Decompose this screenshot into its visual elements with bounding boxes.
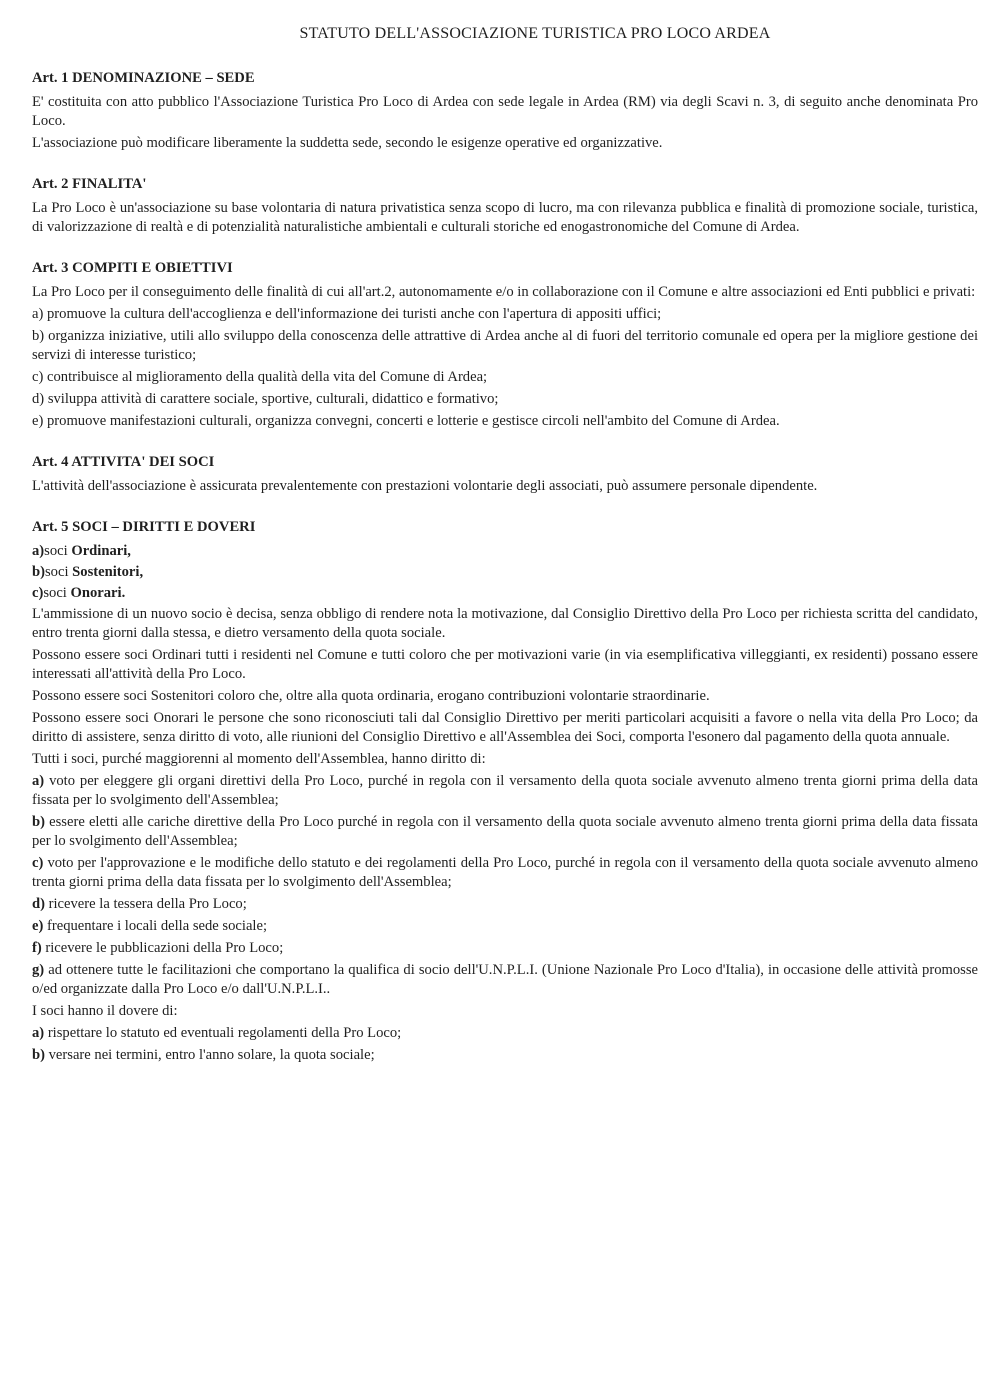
article-2	[32, 175, 978, 237]
article-5-paragraph-4: Possono essere soci Onorari le persone che sono riconosciuti tali dal Consiglio Direttivo per meriti particolari acquisiti a favore o nella vita della Pro Loco; da diritto di assistere, senza diritto di voto, alle riunioni del Consiglio Direttivo e all'Assemblea dei Soci, comporta l'esonero dal pagamento della quota annuale.	[32, 710, 978, 745]
article-2-paragraph-1: La Pro Loco è un'associazione su base volontaria di natura privatistica senza scopo di lucro, ma con rilevanza pubblica e finalità di promozione sociale, turistica, di valorizzazione di realtà e di potenzialità naturalistiche ambientali e culturali storiche ed enogastronomiche del Comune di Ardea.	[32, 200, 978, 235]
article-5-paragraph-3: Possono essere soci Sostenitori coloro che, oltre alla quota ordinaria, erogano contribuzioni volontarie straordinarie.	[32, 688, 710, 704]
article-3-item: d) sviluppa attività di carattere sociale, sportive, culturali, didattico e formativo;	[32, 391, 499, 407]
member-category: c)soci Onorari.	[32, 585, 126, 601]
article-3-item: b) organizza iniziative, utili allo sviluppo della conoscenza delle attrattive di Ardea anche al di fuori del territorio comunale ed opera per la migliore gestione dei servizi di interesse turistico;	[32, 328, 978, 363]
rights-item: d) ricevere la tessera della Pro Loco;	[32, 896, 247, 912]
article-3-item: a) promuove la cultura dell'accoglienza e dell'informazione dei turisti anche con l'apertura di appositi uffici;	[32, 306, 662, 322]
article-4-heading: Art. 4 ATTIVITA' DEI SOCI	[32, 454, 215, 470]
member-category: b)soci Sostenitori,	[32, 564, 144, 580]
duties-item: b) versare nei termini, entro l'anno solare, la quota sociale;	[32, 1047, 375, 1063]
duties-item: a) rispettare lo statuto ed eventuali regolamenti della Pro Loco;	[32, 1025, 402, 1041]
article-4	[32, 453, 978, 496]
rights-item: c) voto per l'approvazione e le modifiche dello statuto e dei regolamenti della Pro Loco, purché in regola con il versamento della quota sociale avvenuto almeno trenta giorni prima della data fissata per lo svolgimento dell'Assemblea;	[32, 855, 978, 890]
article-3-item: c) contribuisce al miglioramento della qualità della vita del Comune di Ardea;	[32, 369, 488, 385]
article-1-heading: Art. 1 DENOMINAZIONE – SEDE	[32, 70, 255, 86]
rights-item: g) ad ottenere tutte le facilitazioni che comportano la qualifica di socio dell'U.N.P.L.I. (Unione Nazionale Pro Loco d'Italia), in occasione delle attività promosse o/ed organizzate dalla Pro Loco e/o dall'U.N.P.L.I..	[32, 962, 978, 997]
article-3-heading: Art. 3 COMPITI E OBIETTIVI	[32, 260, 233, 276]
rights-intro: Tutti i soci, purché maggiorenni al momento dell'Assemblea, hanno diritto di:	[32, 751, 486, 767]
rights-item: b) essere eletti alle cariche direttive della Pro Loco purché in regola con il versamento della quota sociale avvenuto almeno trenta giorni prima della data fissata per lo svolgimento dell'Assemblea;	[32, 814, 978, 849]
rights-item: e) frequentare i locali della sede sociale;	[32, 918, 268, 934]
article-5-paragraph-1: L'ammissione di un nuovo socio è decisa, senza obbligo di rendere nota la motivazione, dal Consiglio Direttivo della Pro Loco per richiesta scritta del candidato, entro trenta giorni dalla stessa, e dietro versamento della quota sociale.	[32, 606, 978, 641]
article-3	[32, 259, 978, 431]
article-5-paragraph-2: Possono essere soci Ordinari tutti i residenti nel Comune e tutti coloro che per motivazioni varie (in via esemplificativa villeggianti, ex residenti) possano essere interessati all'attività della Pro Loco.	[32, 647, 978, 682]
rights-item: f) ricevere le pubblicazioni della Pro Loco;	[32, 940, 284, 956]
article-3-intro: La Pro Loco per il conseguimento delle finalità di cui all'art.2, autonomamente e/o in collaborazione con il Comune e altre associazioni ed Enti pubblici e privati:	[32, 284, 976, 300]
duties-intro: I soci hanno il dovere di:	[32, 1003, 178, 1019]
article-1-paragraph-2: L'associazione può modificare liberamente la suddetta sede, secondo le esigenze operative ed organizzative.	[32, 135, 663, 151]
article-5	[32, 518, 978, 1065]
article-4-paragraph-1: L'attività dell'associazione è assicurata prevalentemente con prestazioni volontarie degli associati, può assumere personale dipendente.	[32, 478, 818, 494]
member-category: a)soci Ordinari,	[32, 543, 131, 559]
rights-item: a) voto per eleggere gli organi direttivi della Pro Loco, purché in regola con il versamento della quota sociale avvenuto almeno trenta giorni prima della data fissata per lo svolgimento dell'Assemblea;	[32, 773, 978, 808]
article-5-heading: Art. 5 SOCI – DIRITTI E DOVERI	[32, 519, 256, 535]
article-1-paragraph-1: E' costituita con atto pubblico l'Associazione Turistica Pro Loco di Ardea con sede legale in Ardea (RM) via degli Scavi n. 3, di seguito anche denominata Pro Loco.	[32, 94, 978, 129]
article-2-heading: Art. 2 FINALITA'	[32, 176, 147, 192]
document-title: STATUTO DELL'ASSOCIAZIONE TURISTICA PRO LOCO ARDEA	[299, 25, 771, 42]
article-1	[32, 69, 978, 153]
article-3-item: e) promuove manifestazioni culturali, organizza convegni, concerti e lotterie e gestisce circoli nell'ambito del Comune di Ardea.	[32, 413, 780, 429]
